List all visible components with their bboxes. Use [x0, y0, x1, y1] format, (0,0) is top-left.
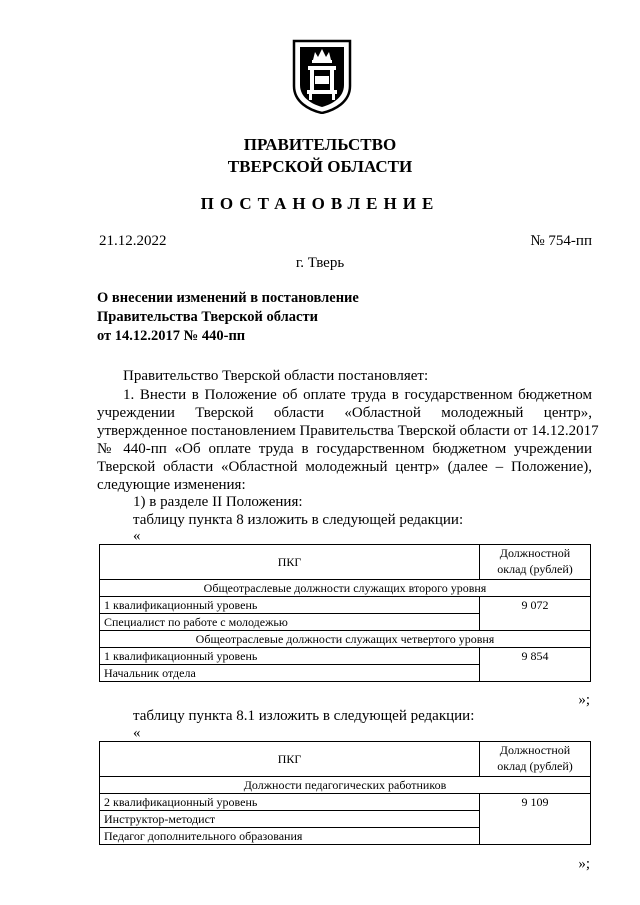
- item1-text: 1) в разделе II Положения:: [133, 494, 303, 510]
- table81-open-quote: «: [133, 725, 141, 741]
- table81-header-salary: Должностной оклад (рублей): [480, 742, 591, 777]
- table8-header-salary: Должностной оклад (рублей): [480, 545, 591, 580]
- subject-line-2: Правительства Тверской области: [97, 309, 318, 325]
- table8-group2: Общеотраслевые должности служащих четвертого уровня: [100, 631, 591, 648]
- table8-g1-position: Специалист по работе с молодежью: [100, 614, 480, 631]
- subject-line-1: О внесении изменений в постановление: [97, 290, 359, 306]
- table8-g2-salary: 9 854: [480, 648, 591, 682]
- table8-header-pkg: ПКГ: [100, 545, 480, 580]
- paragraph1-line3: утвержденное постановлением Правительства Тверской области от 14.12.2017: [97, 423, 599, 439]
- paragraph1-line4: № 440-пп «Об оплате труда в государственном бюджетном учреждении: [97, 441, 592, 457]
- table8-close-quote: »;: [578, 692, 590, 708]
- coat-of-arms-emblem: [291, 38, 353, 114]
- table81-intro: таблицу пункта 8.1 изложить в следующей редакции:: [133, 708, 475, 724]
- table8-g1-salary: 9 072: [480, 597, 591, 631]
- document-type-title: ПОСТАНОВЛЕНИЕ: [200, 194, 440, 213]
- subject-line-3: от 14.12.2017 № 440-пп: [97, 328, 246, 344]
- table8-open-quote: «: [133, 528, 141, 544]
- table8-intro: таблицу пункта 8 изложить в следующей редакции:: [133, 512, 464, 528]
- table81-g1-salary: 9 109: [480, 794, 591, 845]
- table8-g2-position: Начальник отдела: [100, 665, 480, 682]
- table81-g1-position2: Педагог дополнительного образования: [100, 828, 480, 845]
- table81-close-quote: »;: [578, 856, 590, 872]
- table81-g1-position1: Инструктор-методист: [100, 811, 480, 828]
- preamble: Правительство Тверской области постановляет:: [123, 368, 429, 384]
- government-title-line1: ПРАВИТЕЛЬСТВО: [243, 135, 397, 154]
- paragraph1-line2: учреждении Тверской области «Областной молодежный центр»,: [97, 405, 592, 421]
- document-number: № 754-пп: [530, 233, 592, 249]
- government-title-line2: ТВЕРСКОЙ ОБЛАСТИ: [227, 157, 413, 176]
- salary-table-8: [99, 544, 591, 682]
- table81-g1-level: 2 квалификационный уровень: [100, 794, 480, 811]
- paragraph1-line6: следующие изменения:: [97, 477, 246, 493]
- table81-group1: Должности педагогических работников: [100, 777, 591, 794]
- table81-header-pkg: ПКГ: [100, 742, 480, 777]
- table8-g2-level: 1 квалификационный уровень: [100, 648, 480, 665]
- table8-g1-level: 1 квалификационный уровень: [100, 597, 480, 614]
- document-date: 21.12.2022: [99, 233, 167, 249]
- document-city: г. Тверь: [295, 255, 345, 271]
- paragraph1-line5: Тверской области «Областной молодежный центр» (далее – Положение),: [97, 459, 592, 475]
- table8-group1: Общеотраслевые должности служащих второго уровня: [100, 580, 591, 597]
- paragraph1-line1: 1. Внести в Положение об оплате труда в государственном бюджетном: [123, 387, 592, 403]
- salary-table-8-1: [99, 741, 591, 845]
